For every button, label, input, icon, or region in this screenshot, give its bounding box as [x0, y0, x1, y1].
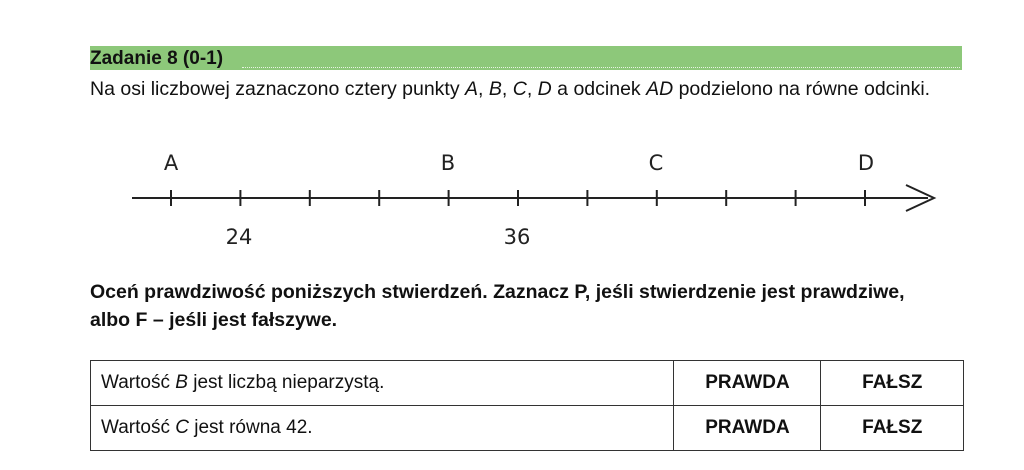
statement-1-true-option[interactable]: PRAWDA — [674, 361, 821, 406]
intro-var-d: D — [537, 78, 552, 100]
intro-text: a odcinek — [551, 78, 647, 100]
intro-text: , — [501, 78, 513, 100]
table-row — [91, 406, 964, 451]
intro-text: , — [526, 78, 538, 100]
point-label-d: D — [857, 151, 875, 175]
intro-text: , — [478, 78, 489, 100]
intro-text: podzielono na równe odcinki. — [673, 78, 931, 100]
task-title: Zadanie 8 (0-1) — [90, 48, 224, 69]
question-text: Oceń prawdziwość poniższych stwierdzeń. Zaznacz P, jeśli stwierdzenie jest prawdziwe, albo F – jeśli jest fałszywe. — [90, 281, 905, 331]
statement-text: jest równa 42. — [188, 417, 313, 438]
intro-text: Na osi liczbowej zaznaczono cztery punkty — [90, 78, 466, 100]
statement-var: C — [175, 417, 189, 438]
statement-1-false-option[interactable]: FAŁSZ — [821, 361, 964, 406]
point-label-c: C — [648, 151, 664, 175]
intro-var-ad: AD — [646, 78, 674, 100]
statement-2 — [91, 406, 674, 451]
value-label-24: 24 — [225, 225, 253, 249]
value-label-36: 36 — [503, 225, 531, 249]
point-label-a: A — [163, 151, 179, 175]
intro-var-c: C — [512, 78, 527, 100]
point-label-b: B — [440, 151, 456, 175]
task-intro — [90, 75, 960, 103]
statement-var: B — [175, 372, 188, 393]
table-row — [91, 361, 964, 406]
statement-text: Wartość — [101, 372, 176, 393]
statement-1 — [91, 361, 674, 406]
statement-2-false-option[interactable]: FAŁSZ — [821, 406, 964, 451]
header-dotted-leader — [242, 67, 960, 68]
statement-2-true-option[interactable]: PRAWDA — [674, 406, 821, 451]
intro-var-a: A — [465, 78, 479, 100]
statement-text: Wartość — [101, 417, 176, 438]
intro-var-b: B — [488, 78, 502, 100]
number-line-diagram — [0, 140, 1024, 250]
statement-text: jest liczbą nieparzystą. — [187, 372, 385, 393]
answer-table — [90, 360, 964, 451]
